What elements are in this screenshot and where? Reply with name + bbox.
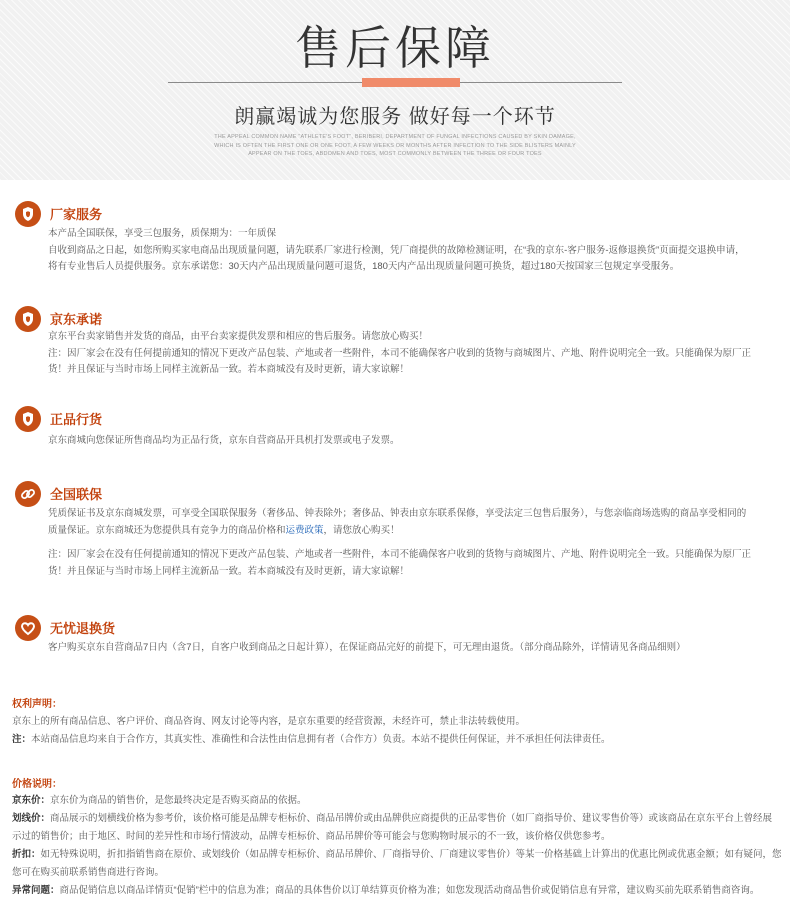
price-line: [12, 864, 782, 882]
rights-note-text: 本站商品信息均来自于合作方，其真实性、准确性和合法性由信息拥有者（合作方）负责。本站不提供任何保证，并不承担任何法律责任。: [31, 734, 611, 745]
section-line: 货！并且保证与当时市场上同样主流新品一致。若本商城没有及时更新，请大家谅解！: [48, 364, 410, 375]
section-line: 京东平台卖家销售并发货的商品，由平台卖家提供发票和相应的售后服务。请您放心购买！: [48, 331, 429, 342]
section-line-text: 质量保证。京东商城还为您提供具有竞争力的商品价格和: [48, 524, 286, 536]
rights-body: [12, 713, 782, 749]
section-title: 全国联保: [50, 487, 103, 502]
section-line: 将有专业售后人员提供服务。京东承诺您：30天内产品出现质量问题可退货，180天内产品出现质量问题可换货，超过180天按国家三包规定享受服务。: [48, 261, 680, 272]
heart-icon: [15, 615, 41, 641]
shield-icon: [15, 406, 41, 432]
section-title: 京东承诺: [50, 312, 103, 327]
price-line-text: 如无特殊说明，折扣指销售商在原价、或划线价（如品牌专柜标价、商品吊牌价、厂商指导价、厂商建议零售价）等某一价格基础上计算出的优惠比例或优惠金额；如有疑问，您: [40, 849, 782, 860]
section-title: 无忧退换货: [50, 621, 116, 636]
section-body: [48, 640, 782, 657]
rights-line: [12, 731, 782, 749]
section-line-with-link: [48, 523, 782, 540]
rights-title: 权利声明：: [12, 699, 62, 710]
shipping-policy-link[interactable]: 运费政策: [285, 524, 324, 536]
shield-icon: [15, 306, 41, 332]
section-body: [48, 226, 782, 276]
rights-statement: [12, 695, 782, 749]
price-line-label: 异常问题：: [12, 885, 60, 896]
price-line: [12, 882, 782, 900]
shield-icon: [15, 201, 41, 227]
section-line-text: ，请您放心购买！: [323, 524, 400, 536]
price-body: [12, 792, 782, 900]
price-line-text: 商品促销信息以商品详情页“促销”栏中的信息为准；商品的具体售价以订单结算页价格为准；如您发现活动商品售价或促销信息有异常，建议购买前先联系销售商咨询。: [59, 885, 760, 896]
price-line: [12, 846, 782, 864]
title-divider-accent: [362, 78, 460, 87]
page-subtitle: 朗赢竭诚为您服务 做好每一个环节: [234, 106, 556, 128]
section-line: 货！并且保证与当时市场上同样主流新品一致。若本商城没有及时更新，请大家谅解！: [48, 565, 410, 577]
header-banner: [0, 0, 790, 180]
price-line: [12, 828, 782, 846]
rights-note-label: 注：: [12, 734, 32, 745]
section-body: [48, 329, 782, 379]
section-body: [48, 433, 782, 450]
price-line-text: 您可在购买前联系销售商进行咨询。: [12, 867, 165, 878]
price-title: 价格说明：: [12, 779, 62, 790]
price-line: [12, 810, 782, 828]
section-line: 注：因厂家会在没有任何提前通知的情况下更改产品包装、产地或者一些附件，本司不能确保客户收到的货物与商城图片、产地、附件说明完全一致。只能确保为原厂正: [48, 549, 752, 560]
spacer: [48, 539, 782, 547]
section-line: 客户购买京东自营商品7日内（含7日，自客户收到商品之日起计算），在保证商品完好的前提下，可无理由退货。（部分商品除外，详情请见各商品细则）: [48, 642, 686, 653]
price-explanation: [12, 775, 782, 900]
link-icon: [15, 481, 41, 507]
section-line: 京东商城向您保证所售商品均为正品行货，京东自营商品开具机打发票或电子发票。: [48, 435, 400, 446]
section-line: 凭质保证书及京东商城发票，可享受全国联保服务（奢侈品、钟表除外；奢侈品、钟表由京东联系保修，享受法定三包售后服务），与您亲临商场选购的商品享受相同的: [48, 508, 747, 519]
price-line-label: 折扣：: [12, 849, 41, 860]
price-line-text: 示过的销售价；由于地区、时间的差异性和市场行情波动，品牌专柜标价、商品吊牌价等可能会与您购物时展示的不一致，该价格仅供您参考。: [12, 831, 611, 842]
page-title: 售后保障: [295, 21, 495, 75]
fine-print: THE APPEAL COMMON NAME "ATHLETE'S FOOT", BERIBERI, DEPARTMENT OF FUNGAL INFECTIONS CAUSED BY SKIN DAMAGE, WHICH IS OFTEN THE FIRST ONE OR ONE FOOT, A FEW WEEKS OR MONTHS AFTER INFECTION TO THE SIDE BLISTERS MAINLY APPEAR ON THE TOES, ABDOMEN AND TOES, MOST COMMONLY BETWEEN THE THREE OR FOUR TOES: [214, 134, 576, 157]
section-body: [48, 506, 782, 580]
price-line-label: 京东价：: [12, 795, 51, 806]
section-line: 自收到商品之日起，如您所购买家电商品出现质量问题，请先联系厂家进行检测，凭厂商提供的故障检测证明，在“我的京东-客户服务-返修退换货”页面提交退换申请，: [48, 244, 745, 256]
section-title: 正品行货: [50, 412, 103, 427]
section-title: 厂家服务: [50, 207, 103, 222]
section-line: 注：因厂家会在没有任何提前通知的情况下更改产品包装、产地或者一些附件，本司不能确保客户收到的货物与商城图片、产地、附件说明完全一致。只能确保为原厂正: [48, 347, 752, 359]
price-line-text: 商品展示的划横线价格为参考价，该价格可能是品牌专柜标价、商品吊牌价或由品牌供应商提供的正品零售价（如厂商指导价、建议零售价等）或该商品在京东平台上曾经展: [50, 813, 773, 824]
price-line: [12, 792, 782, 810]
section-line: 本产品全国联保，享受三包服务，质保期为：一年质保: [48, 228, 277, 239]
price-line-label: 划线价：: [12, 813, 51, 824]
price-line-text: 京东价为商品的销售价，是您最终决定是否购买商品的依据。: [50, 795, 307, 806]
rights-line: 京东上的所有商品信息、客户评价、商品咨询、网友讨论等内容，是京东重要的经营资源，未经许可，禁止非法转载使用。: [12, 716, 526, 727]
